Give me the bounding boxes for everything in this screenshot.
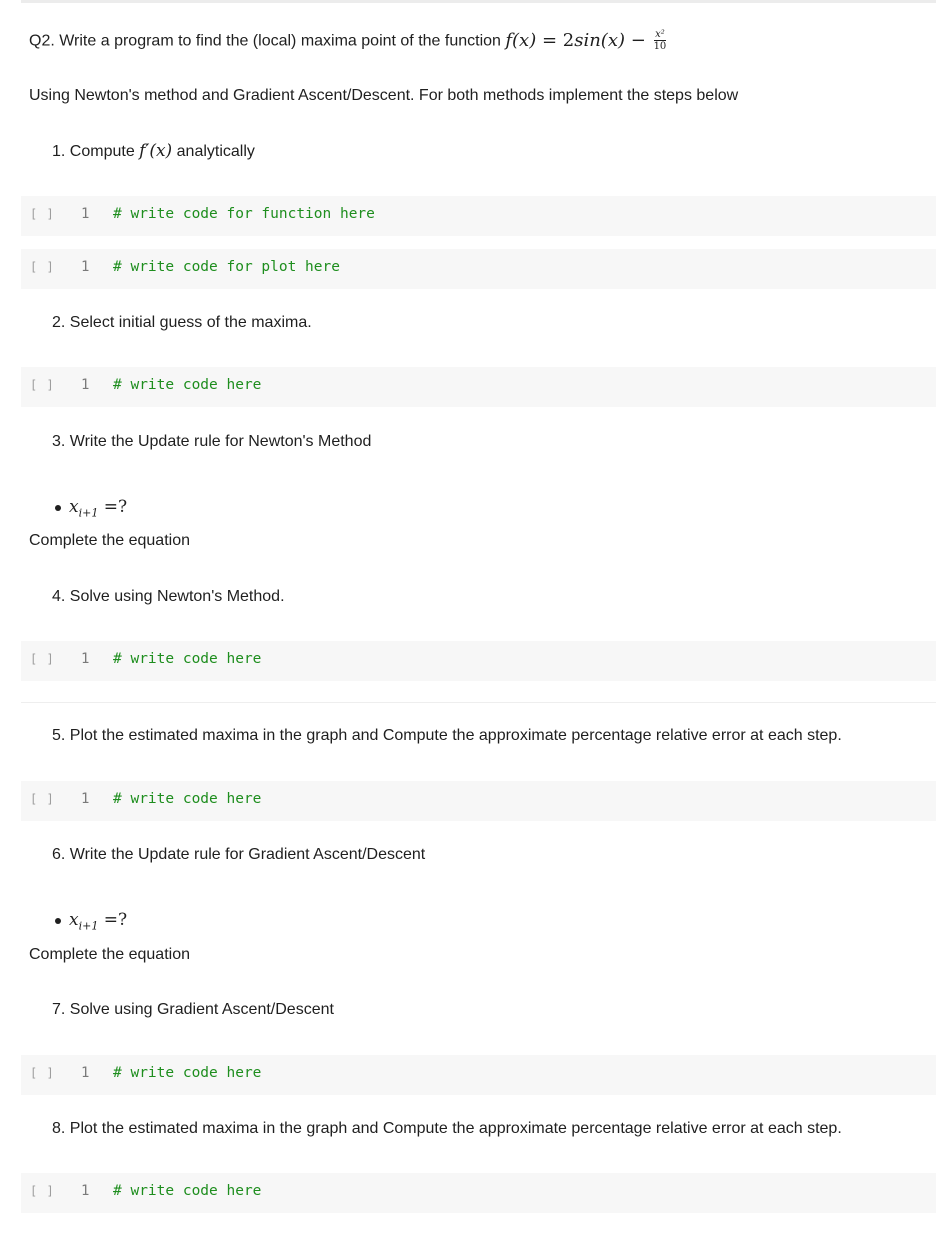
formula-fraction — [654, 29, 667, 52]
complete-equation-1: Complete the equation — [29, 532, 190, 549]
code-editor[interactable]: # write code here — [113, 1065, 262, 1081]
code-editor[interactable]: # write code here — [113, 377, 262, 393]
run-cell-button[interactable]: [ ] — [30, 260, 55, 274]
code-cell-gradient-plot[interactable] — [21, 1173, 936, 1213]
update-equation-newton — [69, 497, 127, 523]
eq-x: x — [69, 910, 79, 930]
code-editor[interactable]: # write code for function here — [113, 206, 375, 222]
code-cell-newton-plot[interactable] — [21, 781, 936, 821]
update-equation-gradient — [69, 910, 127, 936]
eq-x: x — [69, 497, 79, 517]
line-number: 1 — [81, 651, 90, 667]
eq-subscript: i+1 — [78, 919, 99, 933]
run-cell-button[interactable]: [ ] — [30, 1184, 55, 1198]
cell-divider — [21, 702, 936, 703]
q2-intro-text: Q2. Write a program to find the (local) maxima point of the function — [29, 32, 501, 50]
run-cell-button[interactable]: [ ] — [30, 378, 55, 392]
code-editor[interactable]: # write code here — [113, 651, 262, 667]
step-7: 7. Solve using Gradient Ascent/Descent — [52, 1001, 334, 1018]
step-3: 3. Write the Update rule for Newton's Method — [52, 433, 372, 450]
line-number: 1 — [81, 1065, 90, 1081]
line-number: 1 — [81, 377, 90, 393]
formula-sin: sin(x) — [574, 29, 626, 51]
function-formula — [505, 30, 666, 51]
formula-eq: = 2 — [536, 29, 575, 51]
fraction-numerator: x² — [655, 29, 665, 40]
code-cell-newton[interactable] — [21, 641, 936, 681]
code-cell-initial-guess[interactable] — [21, 367, 936, 407]
code-editor[interactable]: # write code here — [113, 1183, 262, 1199]
fraction-denominator: 10 — [653, 41, 667, 52]
run-cell-button[interactable]: [ ] — [30, 1066, 55, 1080]
eq-rhs: =? — [98, 497, 128, 517]
run-cell-button[interactable]: [ ] — [30, 207, 55, 221]
eq-subscript: i+1 — [78, 506, 99, 520]
code-cell-plot[interactable] — [21, 249, 936, 289]
q2-heading — [29, 29, 666, 52]
formula-lhs: f(x) — [505, 29, 537, 51]
step-8: 8. Plot the estimated maxima in the graph and Compute the approximate percentage relative error at each step. — [52, 1120, 842, 1137]
method-line: Using Newton's method and Gradient Ascent/Descent. For both methods implement the steps below — [29, 87, 739, 104]
code-editor[interactable]: # write code here — [113, 791, 262, 807]
step-1-pre: 1. Compute — [52, 143, 135, 160]
line-number: 1 — [81, 1183, 90, 1199]
step-1-post: analytically — [176, 143, 255, 160]
step-5: 5. Plot the estimated maxima in the graph and Compute the approximate percentage relative error at each step. — [52, 727, 842, 744]
code-cell-gradient[interactable] — [21, 1055, 936, 1095]
run-cell-button[interactable]: [ ] — [30, 652, 55, 666]
step-6: 6. Write the Update rule for Gradient Ascent/Descent — [52, 846, 426, 863]
line-number: 1 — [81, 259, 90, 275]
step-1 — [52, 141, 255, 162]
step-4: 4. Solve using Newton's Method. — [52, 588, 285, 605]
line-number: 1 — [81, 206, 90, 222]
eq-rhs: =? — [98, 910, 128, 930]
code-editor[interactable]: # write code for plot here — [113, 259, 340, 275]
bullet-dot — [55, 505, 61, 511]
top-cell-border — [21, 0, 936, 3]
code-cell-function[interactable] — [21, 196, 936, 236]
bullet-dot — [55, 918, 61, 924]
run-cell-button[interactable]: [ ] — [30, 792, 55, 806]
line-number: 1 — [81, 791, 90, 807]
step-2: 2. Select initial guess of the maxima. — [52, 314, 312, 331]
derivative-formula: f′(x) — [139, 141, 173, 161]
complete-equation-2: Complete the equation — [29, 946, 190, 963]
formula-minus: − — [625, 29, 646, 51]
